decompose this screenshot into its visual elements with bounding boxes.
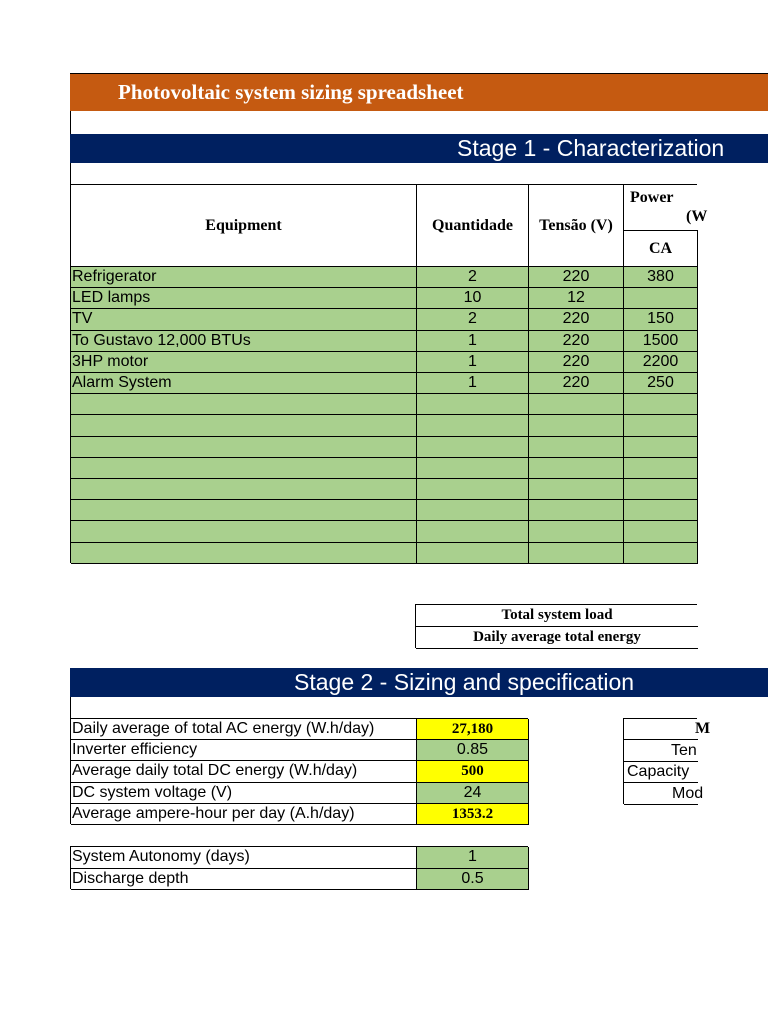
param-value[interactable]: 0.5 xyxy=(417,869,529,891)
cell-voltage[interactable]: 220 xyxy=(529,373,624,394)
module-table-header: M xyxy=(624,719,698,740)
cell-power-ca[interactable] xyxy=(624,500,698,521)
cell-quantity[interactable] xyxy=(417,543,529,564)
left-border xyxy=(70,163,71,185)
cell-equipment[interactable]: To Gustavo 12,000 BTUs xyxy=(71,331,417,352)
totals-table xyxy=(415,604,697,648)
param-value[interactable]: 27,180 xyxy=(417,719,529,740)
left-border xyxy=(70,697,71,719)
stage1-title: Stage 1 - Characterization xyxy=(457,135,725,161)
spreadsheet-title: Photovoltaic system sizing spreadsheet xyxy=(118,80,464,104)
cell-quantity[interactable] xyxy=(417,394,529,415)
cell-quantity[interactable] xyxy=(417,415,529,436)
cell-equipment[interactable] xyxy=(71,479,417,500)
cell-quantity[interactable]: 10 xyxy=(417,288,529,309)
stage2-title: Stage 2 - Sizing and specification xyxy=(294,669,635,695)
header-power xyxy=(624,185,708,231)
cell-voltage[interactable] xyxy=(529,521,624,542)
equipment-table xyxy=(70,184,708,563)
cell-quantity[interactable]: 1 xyxy=(417,352,529,373)
cell-quantity[interactable]: 1 xyxy=(417,373,529,394)
cell-quantity[interactable]: 2 xyxy=(417,267,529,288)
cell-equipment[interactable]: TV xyxy=(71,309,417,330)
cell-voltage[interactable]: 220 xyxy=(529,267,624,288)
param-label: Average daily total DC energy (W.h/day) xyxy=(71,761,417,782)
cell-equipment[interactable] xyxy=(71,458,417,479)
cell-quantity[interactable] xyxy=(417,479,529,500)
cell-voltage[interactable] xyxy=(529,500,624,521)
cell-voltage[interactable]: 220 xyxy=(529,331,624,352)
cell-power-ca[interactable] xyxy=(624,394,698,415)
cell-quantity[interactable]: 1 xyxy=(417,331,529,352)
cell-voltage[interactable]: 12 xyxy=(529,288,624,309)
cell-voltage[interactable]: 220 xyxy=(529,352,624,373)
cell-voltage[interactable] xyxy=(529,458,624,479)
cell-power-ca[interactable]: 2200 xyxy=(624,352,698,373)
cell-voltage[interactable] xyxy=(529,394,624,415)
cell-equipment[interactable] xyxy=(71,521,417,542)
cell-equipment[interactable] xyxy=(71,415,417,436)
cell-equipment[interactable]: Alarm System xyxy=(71,373,417,394)
cell-power-ca[interactable] xyxy=(624,288,698,309)
module-row-capacity: Capacity xyxy=(624,762,698,783)
param-value[interactable]: 500 xyxy=(417,761,529,782)
param-value[interactable]: 1 xyxy=(417,847,529,869)
header-voltage: Tensão (V) xyxy=(529,185,624,267)
header-quantity: Quantidade xyxy=(417,185,529,267)
cell-power-ca[interactable]: 380 xyxy=(624,267,698,288)
header-power-unit: (W xyxy=(686,208,708,225)
cell-equipment[interactable] xyxy=(71,437,417,458)
cell-quantity[interactable] xyxy=(417,437,529,458)
param-value[interactable]: 0.85 xyxy=(417,740,529,761)
module-row-mod: Mod xyxy=(624,783,698,805)
cell-power-ca[interactable] xyxy=(624,415,698,436)
cell-power-ca[interactable] xyxy=(624,437,698,458)
cell-voltage[interactable] xyxy=(529,543,624,564)
cell-voltage[interactable] xyxy=(529,437,624,458)
param-label: Discharge depth xyxy=(71,869,417,891)
param-label: System Autonomy (days) xyxy=(71,847,417,869)
cell-quantity[interactable] xyxy=(417,458,529,479)
cell-equipment[interactable]: LED lamps xyxy=(71,288,417,309)
param-label: DC system voltage (V) xyxy=(71,783,417,804)
cell-power-ca[interactable] xyxy=(624,479,698,500)
cell-power-ca[interactable] xyxy=(624,521,698,542)
header-equipment: Equipment xyxy=(71,185,417,267)
module-table xyxy=(623,718,711,804)
module-row-temperature: Ten xyxy=(624,740,698,762)
cell-power-ca[interactable]: 1500 xyxy=(624,331,698,352)
cell-equipment[interactable] xyxy=(71,394,417,415)
cell-voltage[interactable] xyxy=(529,415,624,436)
total-system-load-label: Total system load xyxy=(416,605,698,627)
left-border xyxy=(70,111,71,135)
cell-power-ca[interactable]: 250 xyxy=(624,373,698,394)
cell-power-ca[interactable]: 150 xyxy=(624,309,698,330)
cell-power-ca[interactable] xyxy=(624,458,698,479)
cell-power-ca[interactable] xyxy=(624,543,698,564)
cell-quantity[interactable] xyxy=(417,521,529,542)
autonomy-table xyxy=(70,846,528,889)
cell-quantity[interactable]: 2 xyxy=(417,309,529,330)
cell-equipment[interactable]: 3HP motor xyxy=(71,352,417,373)
header-ca: CA xyxy=(624,231,698,267)
param-label: Average ampere-hour per day (A.h/day) xyxy=(71,804,417,825)
param-value[interactable]: 1353.2 xyxy=(417,804,529,825)
header-power-label: Power xyxy=(630,189,674,206)
cell-voltage[interactable]: 220 xyxy=(529,309,624,330)
cell-equipment[interactable] xyxy=(71,500,417,521)
cell-voltage[interactable] xyxy=(529,479,624,500)
param-label: Inverter efficiency xyxy=(71,740,417,761)
daily-average-energy-label: Daily average total energy xyxy=(416,627,698,649)
param-value[interactable]: 24 xyxy=(417,783,529,804)
cell-quantity[interactable] xyxy=(417,500,529,521)
cell-equipment[interactable]: Refrigerator xyxy=(71,267,417,288)
param-label: Daily average of total AC energy (W.h/day) xyxy=(71,719,417,740)
energy-table xyxy=(70,718,528,824)
cell-equipment[interactable] xyxy=(71,543,417,564)
